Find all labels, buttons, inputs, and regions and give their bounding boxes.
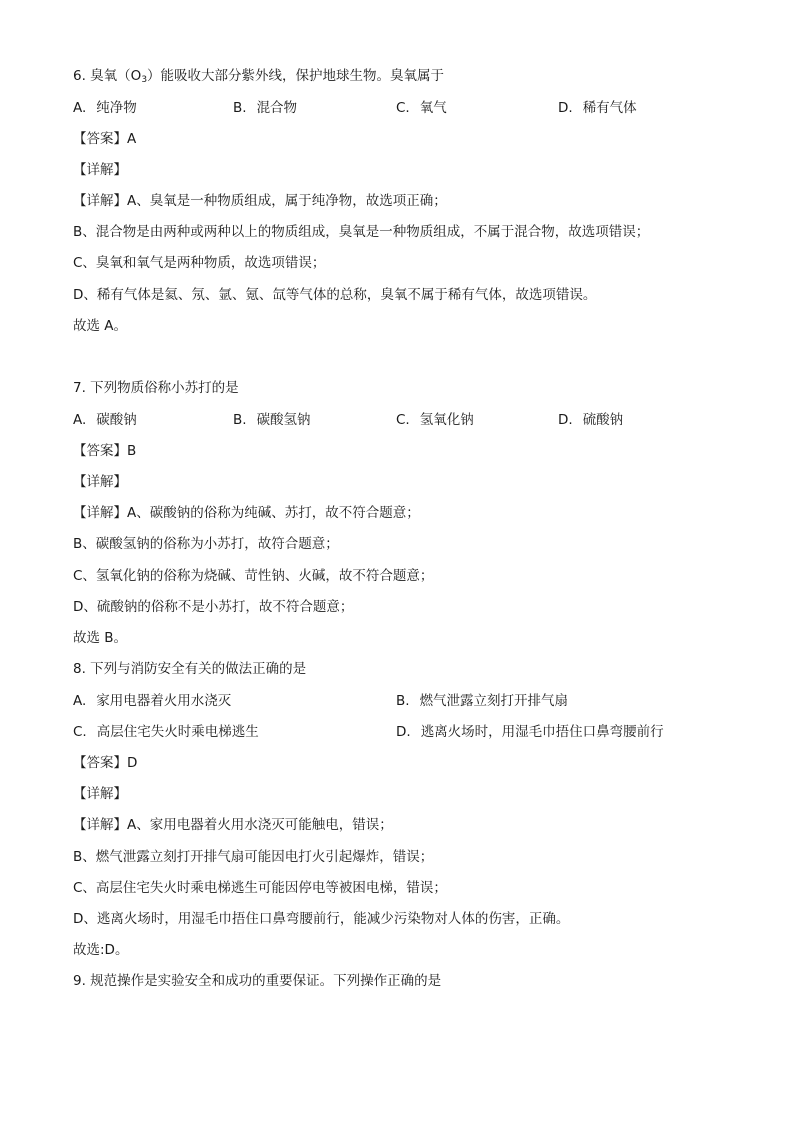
- question-8-detail-line: D、逃离火场时，用湿毛巾捂住口鼻弯腰前行，能减少污染物对人体的伤害，正确。: [73, 911, 570, 927]
- question-6-detail-line: 【详解】A、臭氧是一种物质组成，属于纯净物，故选项正确；: [73, 193, 447, 209]
- option-text: 家用电器着火用水浇灭: [96, 693, 232, 709]
- question-8-option-a: [73, 692, 231, 710]
- question-8-option-b: [396, 692, 568, 710]
- question-7-detail-line: B、碳酸氢钠的俗称为小苏打，故符合题意；: [73, 536, 339, 552]
- question-6-option-d: [558, 99, 637, 117]
- option-letter: D.: [558, 412, 573, 428]
- option-letter: A.: [73, 412, 87, 428]
- question-6-option-a: [73, 99, 137, 117]
- option-text: 纯净物: [96, 100, 137, 116]
- option-letter: B.: [396, 693, 410, 709]
- option-letter: A.: [73, 100, 87, 116]
- question-6-conclusion: 故选 A。: [73, 318, 128, 334]
- question-8-conclusion: 故选:D。: [73, 942, 129, 958]
- question-8-answer: 【答案】D: [73, 755, 138, 771]
- question-7-conclusion: 故选 B。: [73, 630, 128, 646]
- option-text: 硫酸钠: [582, 412, 624, 428]
- option-letter: A.: [73, 693, 87, 709]
- option-text: 逃离火场时，用湿毛巾捂住口鼻弯腰前行: [420, 724, 664, 740]
- question-7-option-c: [396, 411, 474, 429]
- question-7-answer: 【答案】B: [73, 443, 137, 459]
- question-6-stem-prefix: 6. 臭氧（O: [73, 68, 142, 84]
- question-6-stem-suffix: ）能吸收大部分紫外线，保护地球生物。臭氧属于: [147, 68, 445, 84]
- question-8-detail-line: 【详解】A、家用电器着火用水浇灭可能触电，错误；: [73, 817, 393, 833]
- question-6-option-b: [233, 99, 297, 117]
- option-letter: B.: [233, 100, 247, 116]
- question-7-detail-line: D、硫酸钠的俗称不是小苏打，故不符合题意；: [73, 599, 354, 615]
- question-8-option-c: [73, 723, 259, 741]
- option-text: 燃气泄露立刻打开排气扇: [419, 693, 569, 709]
- question-7-detail-line: 【详解】A、碳酸钠的俗称为纯碱、苏打，故不符合题意；: [73, 505, 420, 521]
- question-8-detail-line: C、高层住宅失火时乘电梯逃生可能因停电等被困电梯，错误；: [73, 880, 447, 896]
- question-6-detail-heading: 【详解】: [73, 162, 127, 178]
- question-7-stem: 7. 下列物质俗称小苏打的是: [73, 380, 239, 396]
- question-8-option-d: [396, 723, 664, 741]
- option-text: 碳酸钠: [96, 412, 137, 428]
- question-6-answer: 【答案】A: [73, 131, 137, 147]
- question-9-stem: 9. 规范操作是实验安全和成功的重要保证。下列操作正确的是: [73, 973, 442, 989]
- question-8-stem: 8. 下列与消防安全有关的做法正确的是: [73, 661, 307, 677]
- option-letter: C.: [73, 724, 87, 740]
- option-letter: C.: [396, 412, 410, 428]
- question-6-option-c: [396, 99, 447, 117]
- question-7-option-a: [73, 411, 137, 429]
- option-text: 混合物: [256, 100, 298, 116]
- question-7-option-b: [233, 411, 311, 429]
- option-text: 氢氧化钠: [419, 412, 474, 428]
- question-6-stem: [73, 67, 444, 89]
- question-7-option-d: [558, 411, 623, 429]
- option-letter: C.: [396, 100, 410, 116]
- option-text: 高层住宅失火时乘电梯逃生: [96, 724, 259, 740]
- question-8-detail-line: B、燃气泄露立刻打开排气扇可能因电打火引起爆炸，错误；: [73, 849, 434, 865]
- option-text: 稀有气体: [582, 100, 637, 116]
- question-7-detail-line: C、氢氧化钠的俗称为烧碱、苛性钠、火碱，故不符合题意；: [73, 568, 434, 584]
- option-text: 氧气: [419, 100, 447, 116]
- question-7-detail-heading: 【详解】: [73, 474, 127, 490]
- question-6-detail-line: D、稀有气体是氦、氖、氩、氪、氙等气体的总称，臭氧不属于稀有气体，故选项错误。: [73, 287, 597, 303]
- ozone-subscript: 3: [141, 75, 148, 85]
- option-letter: D.: [558, 100, 573, 116]
- option-letter: D.: [396, 724, 411, 740]
- option-text: 碳酸氢钠: [256, 412, 311, 428]
- option-letter: B.: [233, 412, 247, 428]
- question-6-detail-line: C、臭氧和氧气是两种物质，故选项错误；: [73, 255, 326, 271]
- question-8-detail-heading: 【详解】: [73, 786, 127, 802]
- question-6-detail-line: B、混合物是由两种或两种以上的物质组成，臭氧是一种物质组成，不属于混合物，故选项错误；: [73, 224, 650, 240]
